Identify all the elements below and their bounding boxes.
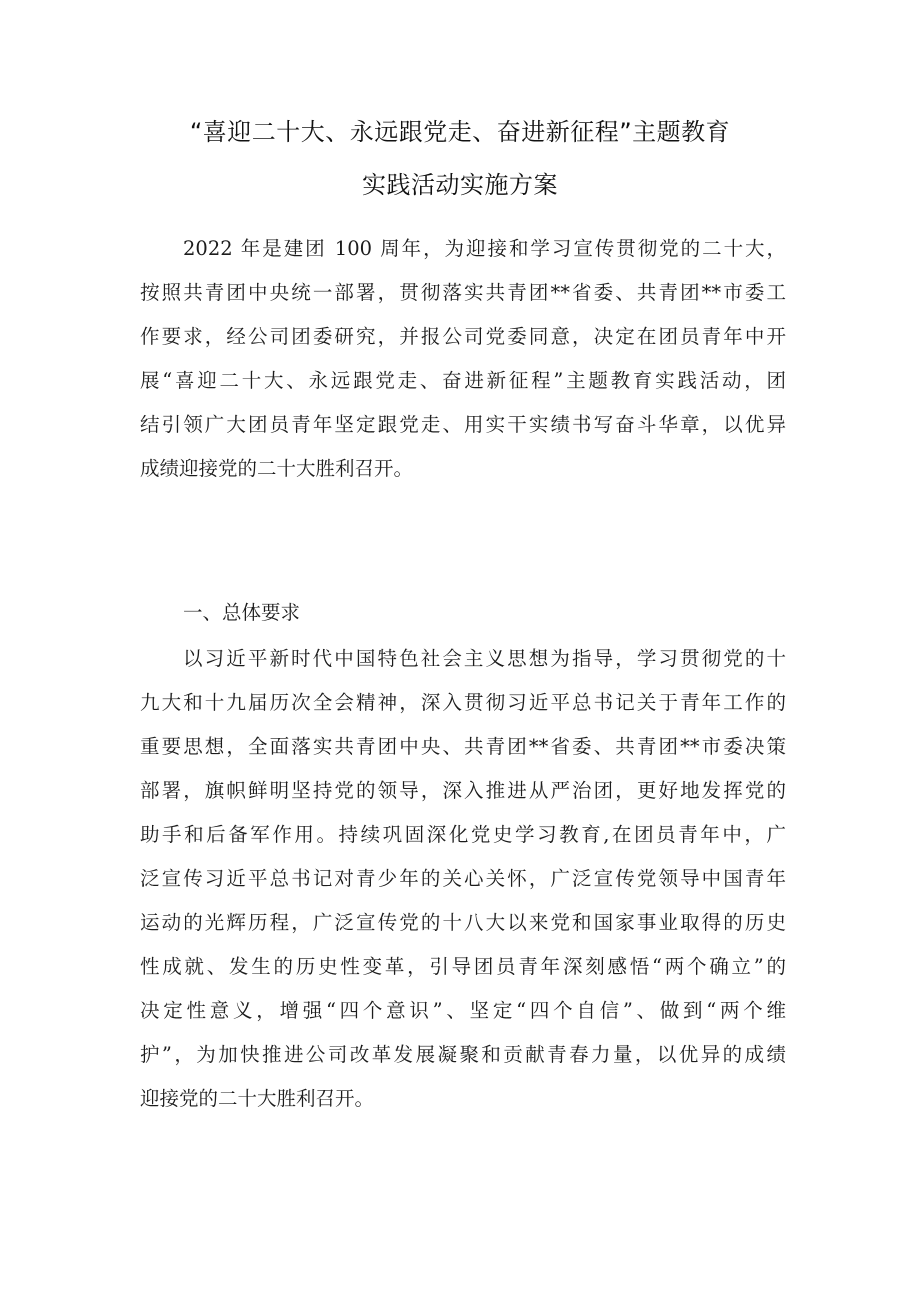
intro-line: 2022 年是建团 100 周年，为迎接和学习宣传贯彻党的二十大， — [183, 237, 786, 260]
intro-line: 作要求，经公司团委研究，并报公司党委同意，决定在团员青年中开 — [140, 325, 786, 348]
intro-line: 结引领广大团员青年坚定跟党走、用实干实绩书写奋斗华章，以优异 — [140, 413, 786, 436]
section-1-line: 以习近平新时代中国特色社会主义思想为指导，学习贯彻党的十 — [183, 647, 786, 670]
section-1-line: 重要思想，全面落实共青团中央、共青团**省委、共青团**市委决策 — [140, 735, 786, 758]
section-1-line: 助手和后备军作用。持续巩固深化党史学习教育,在团员青年中，广 — [140, 823, 786, 846]
document-title-line-2: 实践活动实施方案 — [362, 171, 558, 199]
section-1-heading: 一、总体要求 — [183, 601, 301, 624]
intro-line: 成绩迎接党的二十大胜利召开。 — [140, 457, 414, 480]
section-1-line: 泛宣传习近平总书记对青少年的关心关怀，广泛宣传党领导中国青年 — [140, 867, 786, 890]
section-1-line: 决定性意义，增强“四个意识”、坚定“四个自信”、做到“两个维 — [140, 999, 786, 1022]
document-title-line-1: “喜迎二十大、永远跟党走、奋进新征程”主题教育 — [189, 118, 731, 146]
section-1-line: 运动的光辉历程，广泛宣传党的十八大以来党和国家事业取得的历史 — [140, 911, 786, 934]
section-1-line: 部署，旗帜鲜明坚持党的领导，深入推进从严治团，更好地发挥党的 — [140, 779, 786, 802]
intro-line: 按照共青团中央统一部署，贯彻落实共青团**省委、共青团**市委工 — [140, 281, 786, 304]
section-1-line: 九大和十九届历次全会精神，深入贯彻习近平总书记关于青年工作的 — [140, 691, 786, 714]
section-1-line: 迎接党的二十大胜利召开。 — [140, 1087, 375, 1110]
intro-line: 展“喜迎二十大、永远跟党走、奋进新征程”主题教育实践活动，团 — [140, 369, 786, 392]
section-1-line: 护”，为加快推进公司改革发展凝聚和贡献青春力量，以优异的成绩 — [140, 1043, 786, 1066]
section-1-line: 性成就、发生的历史性变革，引导团员青年深刻感悟“两个确立”的 — [140, 955, 786, 978]
